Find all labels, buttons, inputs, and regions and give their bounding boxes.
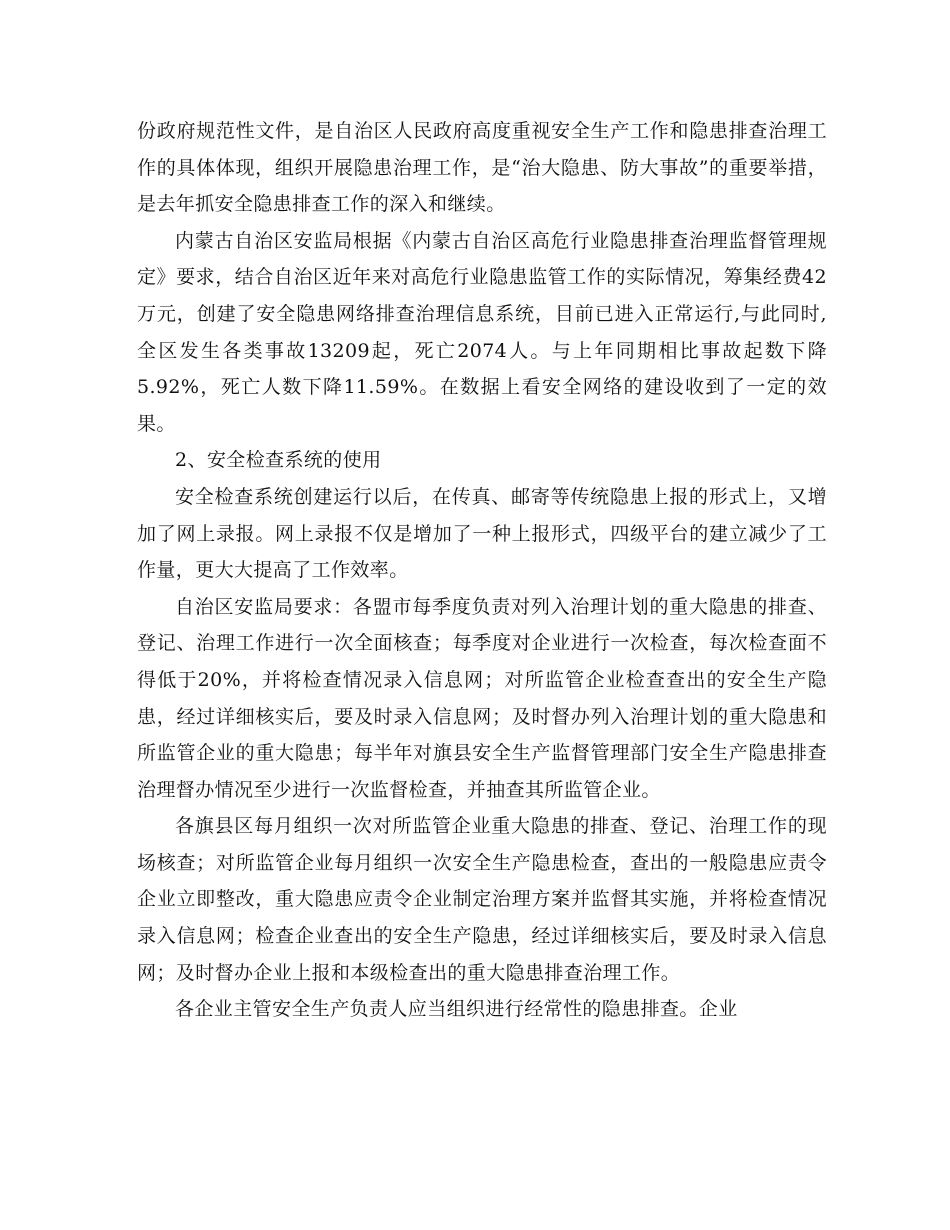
paragraph-2: 内蒙古自治区安监局根据《内蒙古自治区高危行业隐患排查治理监督管理规定》要求，结合自治区近年来对高危行业隐患监管工作的实际情况，筹集经费42万元，创建了安全隐患网络排查治理信息系统，目前已进入正常运行,与此同时,全区发生各类事故13209起，死亡2074人。与上年同期相比事故起数下降5.92%，死亡人数下降11.59%。在数据上看安全网络的建设收到了一定的效果。 xyxy=(137,229,827,435)
paragraph-3: 安全检查系统创建运行以后，在传真、邮寄等传统隐患上报的形式上，又增加了网上录报。网上录报不仅是增加了一种上报形式，四级平台的建立减少了工作量，更大大提高了工作效率。 xyxy=(137,485,827,582)
paragraph-4: 自治区安监局要求：各盟市每季度负责对列入治理计划的重大隐患的排查、登记、治理工作进行一次全面核查；每季度对企业进行一次检查，每次检查面不得低于20%，并将检查情况录入信息网；对所监管企业检查查出的安全生产隐患，经过详细核实后，要及时录入信息网；及时督办列入治理计划的重大隐患和所监管企业的重大隐患；每半年对旗县安全生产监督管理部门安全生产隐患排查治理督办情况至少进行一次监督检查，并抽查其所监管企业。 xyxy=(137,595,827,801)
paragraph-5: 各旗县区每月组织一次对所监管企业重大隐患的排查、登记、治理工作的现场核查；对所监管企业每月组织一次安全生产隐患检查，查出的一般隐患应责令企业立即整改，重大隐患应责令企业制定治理方案并监督其实施，并将检查情况录入信息网；检查企业查出的安全生产隐患，经过详细核实后，要及时录入信息网；及时督办企业上报和本级检查出的重大隐患排查治理工作。 xyxy=(137,815,827,984)
section-heading: 2、安全检查系统的使用 xyxy=(175,449,382,472)
document-page xyxy=(137,113,827,1028)
paragraph-6: 各企业主管安全生产负责人应当组织进行经常性的隐患排查。企业 xyxy=(175,998,738,1021)
paragraph-1: 份政府规范性文件，是自治区人民政府高度重视安全生产工作和隐患排查治理工作的具体体现，组织开展隐患治理工作，是“治大隐患、防大事故”的重要举措，是去年抓安全隐患排查工作的深入和继续。 xyxy=(137,120,827,216)
